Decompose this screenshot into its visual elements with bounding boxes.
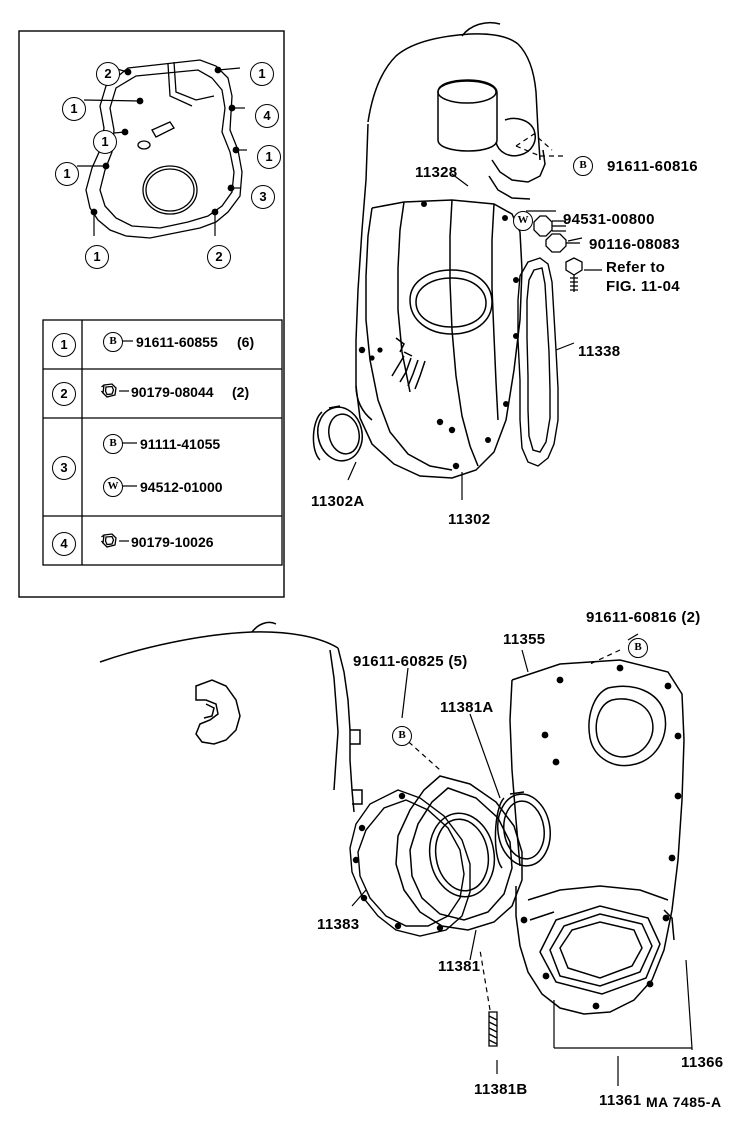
inset-callout-2: 1 xyxy=(250,62,274,86)
inset-callout-7: 1 xyxy=(55,162,79,186)
inset-callout-5: 1 xyxy=(93,130,117,154)
part-label-11338: 11338 xyxy=(578,343,621,360)
inset-callout-10: 2 xyxy=(207,245,231,269)
bolt-badge-lower-b2: B xyxy=(392,726,412,746)
legend-row-1-part: 91611-60855 xyxy=(136,334,218,350)
legend-row-3-part: 91111-41055 xyxy=(140,436,221,452)
legend-row-3-bolt-badge: B xyxy=(103,434,123,454)
inset-callout-9: 1 xyxy=(85,245,109,269)
inset-callout-3: 1 xyxy=(62,97,86,121)
part-label-11302A: 11302A xyxy=(311,493,365,510)
washer-badge-upper-w: W xyxy=(513,211,533,231)
part-label-91611-60816-2: 91611-60816 (2) xyxy=(586,609,701,626)
legend-row-4-number: 4 xyxy=(52,532,76,556)
legend-row-3-part-2: 94512-01000 xyxy=(140,479,223,495)
diagram-footer-code: MA 7485-A xyxy=(646,1094,722,1110)
part-label-11355: 11355 xyxy=(503,631,546,648)
legend-row-4-nut-icon xyxy=(100,532,118,549)
inset-callout-1: 2 xyxy=(96,62,120,86)
refer-to-line-1: Refer to xyxy=(606,259,666,276)
legend-row-2-qty: (2) xyxy=(232,384,250,400)
legend-row-4-part: 90179-10026 xyxy=(131,534,214,550)
part-label-11302: 11302 xyxy=(448,511,491,528)
inset-box xyxy=(19,31,284,597)
legend-row-1-number: 1 xyxy=(52,333,76,357)
part-label-11381B: 11381B xyxy=(474,1081,528,1098)
legend-row-2-number: 2 xyxy=(52,382,76,406)
inset-callout-8: 3 xyxy=(251,185,275,209)
refer-to-line-2: FIG. 11-04 xyxy=(606,278,680,295)
legend-row-2-nut-icon xyxy=(100,382,118,399)
part-label-11383: 11383 xyxy=(317,916,360,933)
part-label-94531-00800: 94531-00800 xyxy=(563,211,655,228)
legend-row-1-qty: (6) xyxy=(237,334,255,350)
part-label-11361: 11361 xyxy=(599,1092,642,1109)
bolt-badge-upper-b: B xyxy=(573,156,593,176)
part-label-90116-08083: 90116-08083 xyxy=(589,236,680,253)
inset-callout-4: 4 xyxy=(255,104,279,128)
part-label-11381A: 11381A xyxy=(440,699,494,716)
legend-row-1-bolt-badge: B xyxy=(103,332,123,352)
legend-row-3-washer-badge: W xyxy=(103,477,123,497)
part-label-91611-60816: 91611-60816 xyxy=(607,158,698,175)
bolt-badge-lower-b1: B xyxy=(628,638,648,658)
inset-callout-6: 1 xyxy=(257,145,281,169)
part-label-11366: 11366 xyxy=(681,1054,724,1071)
legend-row-2-part: 90179-08044 xyxy=(131,384,214,400)
part-label-11328: 11328 xyxy=(415,164,458,181)
part-label-11381: 11381 xyxy=(438,958,481,975)
part-label-91611-60825: 91611-60825 (5) xyxy=(353,653,468,670)
legend-row-3-number: 3 xyxy=(52,456,76,480)
